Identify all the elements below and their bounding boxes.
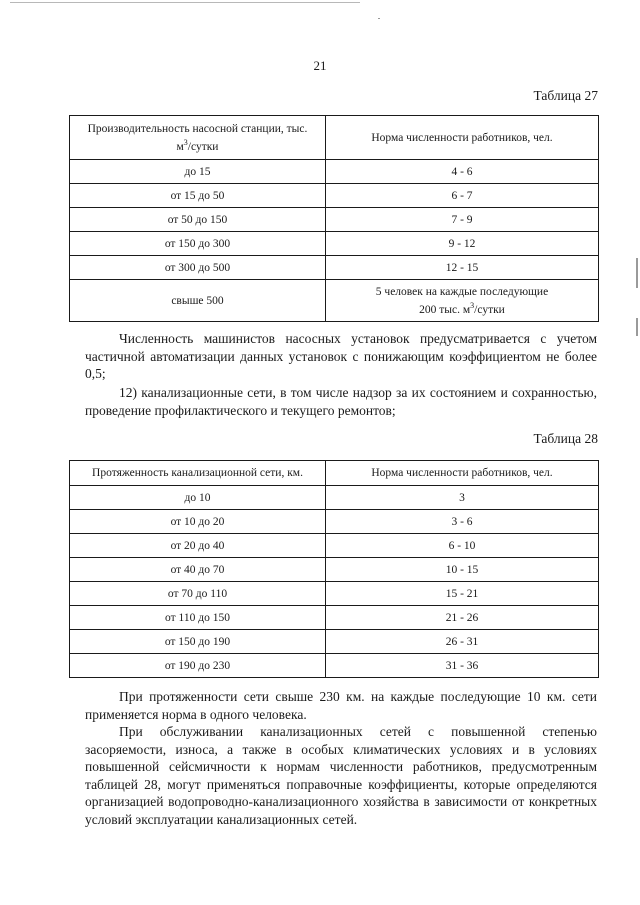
paragraph-operators: Численность машинистов насосных установок предусматривается с учетом частичной автоматизации данных установок с понижающим коэффициентом не более 0,5; — [85, 331, 597, 381]
table28-header-col1: Протяженность канализационной сети, км. — [70, 461, 326, 486]
range-cell: до 10 — [70, 486, 326, 510]
range-cell: до 15 — [70, 160, 326, 184]
header-text: Производительность насосной станции, тыс. — [87, 122, 308, 135]
norm-cell: 4 - 6 — [326, 160, 599, 184]
range-cell: от 300 до 500 — [70, 256, 326, 280]
range-cell: от 110 до 150 — [70, 606, 326, 630]
table27 — [69, 115, 599, 322]
range-cell: от 20 до 40 — [70, 534, 326, 558]
header-text: м — [176, 140, 184, 153]
table-row — [70, 558, 599, 582]
table-row — [70, 654, 599, 678]
table-row — [70, 232, 599, 256]
paragraph-item-12: 12) канализационные сети, в том числе надзор за их состоянием и сохранностью, проведение профилактического и текущего ремонтов; — [85, 385, 597, 418]
table27-header-col2: Норма численности работников, чел. — [326, 116, 599, 160]
table-row — [70, 510, 599, 534]
table27-header-col1 — [70, 116, 326, 160]
norm-cell: 21 - 26 — [326, 606, 599, 630]
norm-text: /сутки — [474, 303, 505, 316]
table-row — [70, 534, 599, 558]
header-text: /сутки — [187, 140, 219, 153]
norm-cell: 31 - 36 — [326, 654, 599, 678]
table28-header-row — [70, 461, 599, 486]
norm-cell: 3 — [326, 486, 599, 510]
table-row — [70, 486, 599, 510]
table-row — [70, 630, 599, 654]
table-row — [70, 256, 599, 280]
norm-cell: 12 - 15 — [326, 256, 599, 280]
table-row — [70, 208, 599, 232]
range-cell: от 50 до 150 — [70, 208, 326, 232]
norm-text: 5 человек на каждые последующие — [375, 285, 549, 298]
range-cell: от 70 до 110 — [70, 582, 326, 606]
table28-caption: Таблица 28 — [533, 431, 598, 446]
range-cell: от 10 до 20 — [70, 510, 326, 534]
norm-cell: 26 - 31 — [326, 630, 599, 654]
norm-cell: 6 - 7 — [326, 184, 599, 208]
norm-cell: 3 - 6 — [326, 510, 599, 534]
table-row — [70, 280, 599, 322]
norm-cell: 7 - 9 — [326, 208, 599, 232]
right-scan-edge — [636, 258, 638, 288]
range-cell: от 150 до 190 — [70, 630, 326, 654]
norm-sup: 3 — [470, 300, 475, 310]
norm-cell: 9 - 12 — [326, 232, 599, 256]
norm-cell — [326, 280, 599, 322]
table-row — [70, 582, 599, 606]
norm-cell: 10 - 15 — [326, 558, 599, 582]
range-cell: от 15 до 50 — [70, 184, 326, 208]
range-cell: свыше 500 — [70, 280, 326, 322]
table-row — [70, 184, 599, 208]
paragraph-correction-factors: При обслуживании канализационных сетей с повышенной степенью засоряемости, износа, а также в особых климатических условиях и в условиях повышенной сейсмичности к нормам численности работников, предусмотренным таблицей 28, могут применяться поправочные коэффициенты, которые определяются организацией водопроводно-канализационного хозяйства в зависимости от конкретных условий эксплуатации канализационных сетей. — [85, 724, 597, 827]
table28 — [69, 460, 599, 678]
norm-cell: 15 - 21 — [326, 582, 599, 606]
scan-speck — [378, 18, 380, 19]
range-cell: от 150 до 300 — [70, 232, 326, 256]
paragraph-network-length: При протяженности сети свыше 230 км. на каждые последующие 10 км. сети применяется норма в одного человека. — [85, 689, 597, 722]
norm-cell: 6 - 10 — [326, 534, 599, 558]
table27-header-row — [70, 116, 599, 160]
norm-text: 200 тыс. м — [419, 303, 471, 316]
header-sup: 3 — [183, 137, 188, 147]
right-scan-edge — [636, 318, 638, 336]
table-row — [70, 606, 599, 630]
table28-header-col2: Норма численности работников, чел. — [326, 461, 599, 486]
table27-caption: Таблица 27 — [533, 88, 598, 103]
range-cell: от 190 до 230 — [70, 654, 326, 678]
range-cell: от 40 до 70 — [70, 558, 326, 582]
table-row — [70, 160, 599, 184]
top-scan-line — [10, 2, 360, 3]
page-number: 21 — [313, 58, 327, 73]
